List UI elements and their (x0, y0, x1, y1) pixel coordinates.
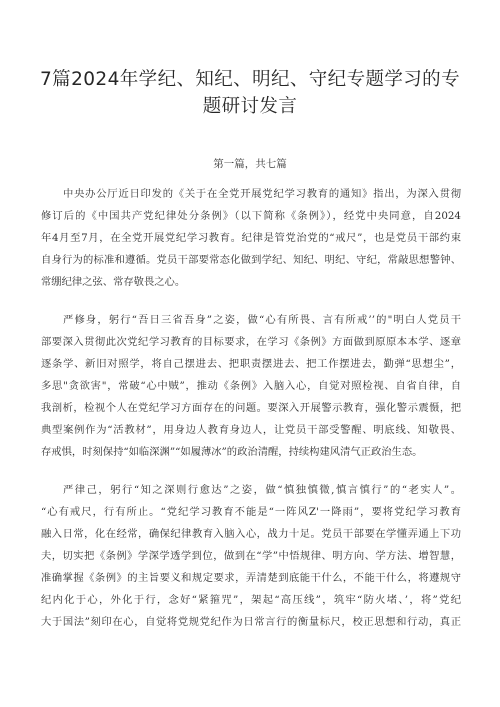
paragraph-3-line-1: 严律己，躬行“知之深则行愈达”之姿，做“慎独慎微,慎言慎行”的“老实人”。 (63, 484, 461, 496)
paragraph-2-line-5: 我剖析，检视个人在党纪学习方面存在的问题。要深入开展警示教育，强化警示震慑，把 (41, 402, 461, 414)
paragraph-3-line-5: 准确掌握《条例》的主旨要义和规定要求，弄清楚到底能干什么，不能干什么，将遵规守 (41, 572, 461, 584)
title-line-1: 7篇2024年学纪、知纪、明纪、守纪专题学习的专 (40, 69, 460, 90)
document-subtitle: 第一篇，共七篇 (213, 158, 287, 170)
paragraph-1-line-1: 中央办公厅近日印发的《关于在全党开展党纪学习教育的通知》指出，为深入贯彻 (63, 188, 461, 200)
paragraph-3-line-6: 纪内化于心，外化于行，念好“紧箍咒”，架起“高压线”，筑牢“防火堵、’，将”党纪 (41, 594, 461, 606)
paragraph-1-line-4: 自身行为的标准和遵循。党员干部要常态化做到学纪、知纪、明纪、守纪，常敲思想警钟、 (41, 254, 461, 266)
title-line-2: 题研讨发言 (202, 96, 298, 117)
paragraph-2-line-1: 严修身，躬行“吾日三省吾身”之姿，做“心有所畏、言有所戒’’的"明白人党员干 (63, 314, 461, 326)
paragraph-2-line-2: 部要深入贯彻此次党纪学习教育的目标要求，在学习《条例》方面做到原原本本学、逐章 (41, 336, 461, 348)
paragraph-3-line-3: 融入日常，化在经常，确保纪律教育入脑入心，战力十足。党员干部要在学懂弄通上下功 (41, 528, 461, 540)
document-title (40, 66, 460, 120)
paragraph-2-line-3: 逐条学、新旧对照学，将自己摆进去、把职责摆进去、把工作摆进去，勤弹“思想尘”， (41, 358, 461, 370)
paragraph-3-line-2: “心有戒尺，行有所止。“党纪学习教育不能是“一阵风Z'一降雨”，要将党纪学习教育 (41, 506, 461, 518)
paragraph-2-line-4: 多思"贪欲害"，常破“心中贼”，推动《条例》入脑入心，自觉对照检视、自省自律，自 (41, 380, 461, 392)
paragraph-2-line-6: 典型案例作为“活教材”，用身边人教育身边人，让党员干部受警醒、明底线、知敬畏、 (41, 424, 461, 436)
paragraph-1-line-5: 常绷纪律之弦、常存敬畏之心。 (41, 276, 186, 288)
paragraph-2-line-7: 存戒惧，时刻保持“如临深渊”“如履薄冰”的政治清醒，持续构建风清气正政治生态。 (41, 446, 423, 458)
paragraph-3-line-4: 夫，切实把《条例》学深学透学到位，做到在“学”中悟规律、明方向、学方法、增智慧， (41, 550, 461, 562)
paragraph-1-line-2: 修订后的《中国共产党纪律处分条例》（以下简称《条例》），经党中央同意，自2024 (41, 210, 461, 222)
paragraph-3-line-7: 大于国法”刻印在心，自觉将党规党纪作为日常言行的衡量标尺，校正思想和行动，真正 (41, 616, 461, 628)
paragraph-1-line-3: 年4月至7月，在全党开展党纪学习教育。纪律是管党治党的“戒尺”，也是党员干部约束 (41, 232, 461, 244)
